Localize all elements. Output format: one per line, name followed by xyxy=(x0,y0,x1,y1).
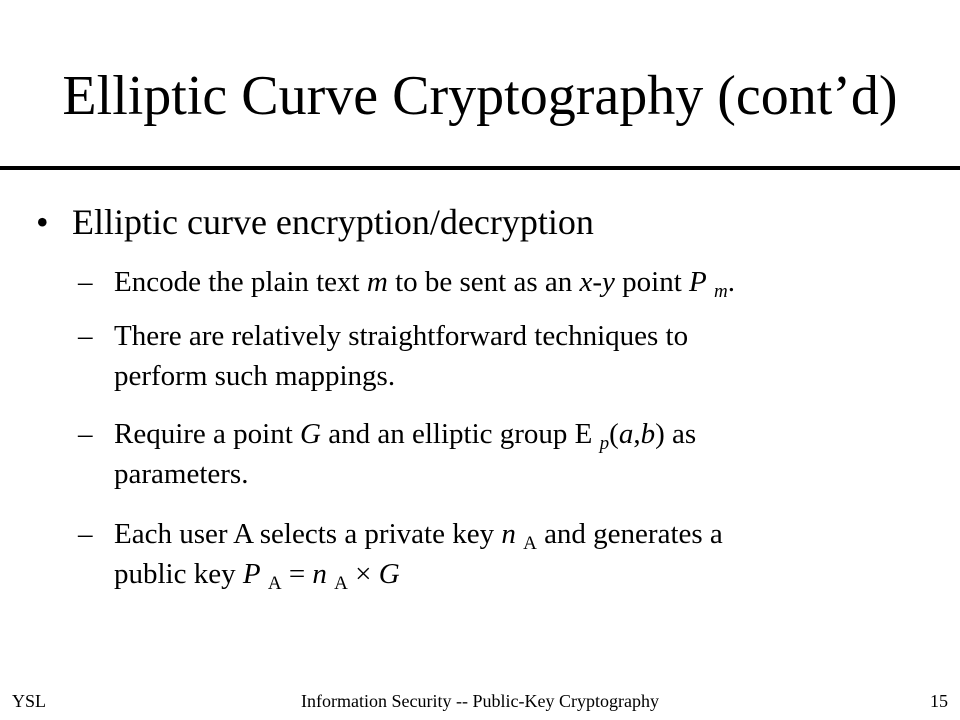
text-run: Encode the plain text xyxy=(114,266,367,298)
subscript: p xyxy=(599,433,610,454)
dash-icon: – xyxy=(78,418,93,450)
text-line xyxy=(114,262,934,302)
sub-item-text xyxy=(114,262,934,302)
text-line xyxy=(114,554,934,594)
text-run: There are relatively straightforward techniques to xyxy=(114,320,689,352)
text-run: public key xyxy=(114,558,243,590)
text-run xyxy=(592,418,599,450)
subscript: A xyxy=(334,573,348,594)
text-run xyxy=(516,518,523,550)
text-run: and an elliptic group E xyxy=(321,418,593,450)
text-run: ) as xyxy=(655,418,697,450)
text-line xyxy=(114,514,934,554)
text-run: perform such mappings. xyxy=(114,360,396,392)
italic-text: G xyxy=(378,558,400,590)
subscript: m xyxy=(714,281,728,302)
text-line xyxy=(114,414,934,454)
text-run xyxy=(707,266,714,298)
text-line xyxy=(114,454,934,494)
italic-text: a xyxy=(618,418,634,450)
text-run: Each user A selects a private key xyxy=(114,518,502,550)
text-run: . xyxy=(727,266,735,298)
italic-text: b xyxy=(640,418,656,450)
italic-text: P xyxy=(242,558,261,590)
italic-text: x xyxy=(579,266,593,298)
text-run: = xyxy=(281,558,313,590)
text-run: × xyxy=(347,558,379,590)
slide-title: Elliptic Curve Cryptography (cont’d) xyxy=(62,65,898,127)
dash-icon: – xyxy=(78,518,93,550)
subscript: A xyxy=(267,573,282,594)
italic-text: n xyxy=(501,518,516,550)
sub-item-text xyxy=(114,316,934,396)
italic-text: y xyxy=(602,266,615,298)
footer-course-title: Information Security -- Public-Key Cryptography xyxy=(301,691,659,711)
sub-item-text xyxy=(114,414,934,494)
dash-icon: – xyxy=(78,320,93,352)
text-run: ( xyxy=(609,418,619,450)
text-line xyxy=(114,356,934,396)
footer-page-number: 15 xyxy=(930,691,948,711)
text-run: , xyxy=(633,418,641,450)
text-run: - xyxy=(592,266,603,298)
italic-text: m xyxy=(366,266,388,298)
text-run: parameters. xyxy=(114,458,249,490)
bullet-icon: • xyxy=(36,202,49,242)
text-run: to be sent as an xyxy=(387,266,580,298)
text-run: Require a point xyxy=(114,418,301,450)
text-run xyxy=(261,558,268,590)
text-run: point xyxy=(614,266,690,298)
italic-text: n xyxy=(312,558,327,590)
footer-author: YSL xyxy=(12,691,47,711)
title-divider xyxy=(0,166,960,170)
dash-icon: – xyxy=(78,266,93,298)
sub-item-text xyxy=(114,514,934,594)
bullet-heading: Elliptic curve encryption/decryption xyxy=(72,202,594,242)
italic-text: P xyxy=(689,266,707,298)
text-line xyxy=(114,316,934,356)
subscript: A xyxy=(523,533,537,554)
text-run: and generates a xyxy=(536,518,723,550)
italic-text: G xyxy=(300,418,321,450)
